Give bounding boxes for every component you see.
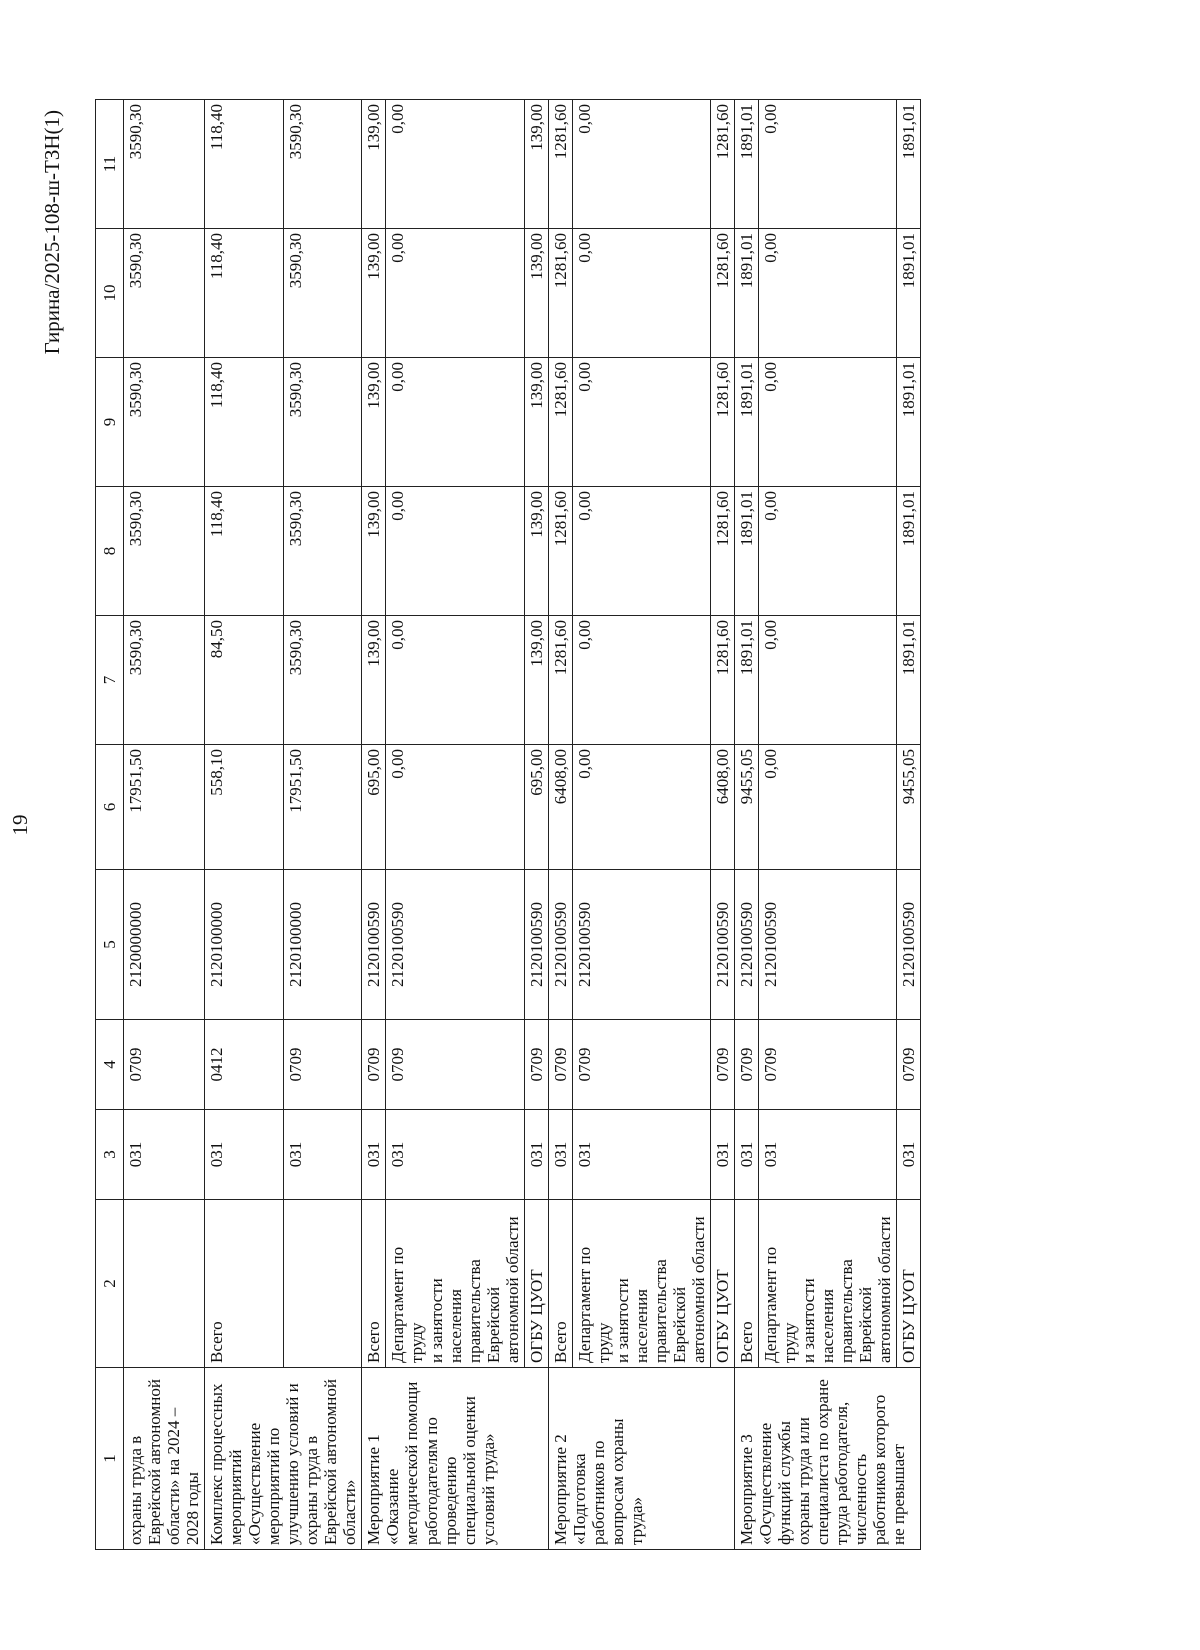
amount-cell: 139,00 <box>524 487 548 616</box>
header-cell: 6 <box>96 745 124 870</box>
section-cell: 0709 <box>897 1020 921 1110</box>
amount-cell: 1891,01 <box>734 100 758 229</box>
header-cell: 4 <box>96 1020 124 1110</box>
header-cell: 11 <box>96 100 124 229</box>
amount-cell: 0,00 <box>759 358 897 487</box>
amount-cell: 1281,60 <box>710 487 734 616</box>
activity-name-cell: Мероприятие 1 «Оказание методической помощи работодателям по проведению специальной оценки условий труда» <box>362 1368 548 1550</box>
header-row <box>96 100 124 1550</box>
amount-cell: 118,40 <box>205 487 284 616</box>
amount-cell: 695,00 <box>524 745 548 870</box>
amount-cell: 9455,05 <box>897 745 921 870</box>
code-cell: 031 <box>124 1110 205 1200</box>
target-article-cell: 2120100590 <box>548 870 572 1020</box>
code-cell: 031 <box>572 1110 710 1200</box>
amount-cell: 0,00 <box>572 358 710 487</box>
code-cell: 031 <box>548 1110 572 1200</box>
target-article-cell: 2120100590 <box>710 870 734 1020</box>
target-article-cell: 2120100590 <box>362 870 386 1020</box>
amount-cell: 1891,01 <box>734 487 758 616</box>
amount-cell: 118,40 <box>205 229 284 358</box>
amount-cell: 1281,60 <box>710 616 734 745</box>
code-cell: 031 <box>386 1110 524 1200</box>
amount-cell: 3590,30 <box>124 358 205 487</box>
table-row <box>124 100 205 1550</box>
amount-cell: 139,00 <box>362 100 386 229</box>
header-cell: 1 <box>96 1368 124 1550</box>
amount-cell: 1891,01 <box>734 358 758 487</box>
section-cell: 0709 <box>386 1020 524 1110</box>
table-row <box>572 100 710 1550</box>
amount-cell: 3590,30 <box>283 100 362 229</box>
amount-cell: 3590,30 <box>124 616 205 745</box>
amount-cell: 695,00 <box>362 745 386 870</box>
table-row <box>734 100 758 1550</box>
table-row <box>759 100 897 1550</box>
target-article-cell: 2120100590 <box>572 870 710 1020</box>
table-row <box>283 100 362 1550</box>
header-cell: 7 <box>96 616 124 745</box>
amount-cell: 0,00 <box>572 487 710 616</box>
table-body <box>124 100 921 1550</box>
organization-cell: Департамент по труду и занятости населения правительства Еврейской автономной области <box>386 1200 524 1368</box>
amount-cell: 0,00 <box>759 745 897 870</box>
code-cell: 031 <box>710 1110 734 1200</box>
table-row <box>897 100 921 1550</box>
amount-cell: 84,50 <box>205 616 284 745</box>
amount-cell: 139,00 <box>524 358 548 487</box>
amount-cell: 17951,50 <box>283 745 362 870</box>
amount-cell: 139,00 <box>362 358 386 487</box>
amount-cell: 0,00 <box>386 100 524 229</box>
amount-cell: 0,00 <box>759 229 897 358</box>
amount-cell: 1281,60 <box>548 487 572 616</box>
section-cell: 0709 <box>710 1020 734 1110</box>
section-cell: 0709 <box>283 1020 362 1110</box>
section-cell: 0709 <box>548 1020 572 1110</box>
amount-cell: 139,00 <box>362 229 386 358</box>
amount-cell: 1281,60 <box>548 229 572 358</box>
amount-cell: 0,00 <box>386 745 524 870</box>
target-article-cell: 2120100590 <box>524 870 548 1020</box>
amount-cell: 0,00 <box>572 229 710 358</box>
header-cell: 9 <box>96 358 124 487</box>
amount-cell: 1891,01 <box>734 616 758 745</box>
budget-table <box>95 99 921 1550</box>
amount-cell: 0,00 <box>572 745 710 870</box>
table-row <box>710 100 734 1550</box>
code-cell: 031 <box>897 1110 921 1200</box>
organization-cell: ОГБУ ЦУОТ <box>897 1200 921 1368</box>
organization-cell: ОГБУ ЦУОТ <box>524 1200 548 1368</box>
section-cell: 0709 <box>734 1020 758 1110</box>
organization-cell: Всего <box>362 1200 386 1368</box>
table-row <box>205 100 284 1550</box>
header-cell: 10 <box>96 229 124 358</box>
amount-cell: 17951,50 <box>124 745 205 870</box>
amount-cell: 1891,01 <box>897 100 921 229</box>
header-cell: 8 <box>96 487 124 616</box>
amount-cell: 0,00 <box>759 100 897 229</box>
amount-cell: 558,10 <box>205 745 284 870</box>
activity-name-cell: Мероприятие 2 «Подготовка работников по вопросам охраны труда» <box>548 1368 734 1550</box>
organization-cell: Департамент по труду и занятости населения правительства Еврейской автономной области <box>759 1200 897 1368</box>
amount-cell: 3590,30 <box>283 616 362 745</box>
code-cell: 031 <box>283 1110 362 1200</box>
organization-cell: Всего <box>734 1200 758 1368</box>
section-cell: 0709 <box>572 1020 710 1110</box>
page-number: 19 <box>8 814 32 836</box>
amount-cell: 0,00 <box>759 487 897 616</box>
amount-cell: 139,00 <box>524 616 548 745</box>
table-row <box>362 100 386 1550</box>
organization-cell: ОГБУ ЦУОТ <box>710 1200 734 1368</box>
amount-cell: 139,00 <box>524 229 548 358</box>
amount-cell: 118,40 <box>205 100 284 229</box>
code-cell: 031 <box>759 1110 897 1200</box>
table-row <box>548 100 572 1550</box>
amount-cell: 1281,60 <box>710 358 734 487</box>
amount-cell: 1891,01 <box>897 616 921 745</box>
organization-cell: Департамент по труду и занятости населения правительства Еврейской автономной области <box>572 1200 710 1368</box>
amount-cell: 3590,30 <box>124 229 205 358</box>
amount-cell: 1891,01 <box>897 487 921 616</box>
section-cell: 0709 <box>524 1020 548 1110</box>
amount-cell: 1281,60 <box>548 100 572 229</box>
amount-cell: 139,00 <box>524 100 548 229</box>
amount-cell: 3590,30 <box>283 358 362 487</box>
amount-cell: 0,00 <box>386 487 524 616</box>
table-row <box>386 100 524 1550</box>
amount-cell: 3590,30 <box>124 487 205 616</box>
organization-cell <box>124 1200 205 1368</box>
amount-cell: 139,00 <box>362 616 386 745</box>
amount-cell: 3590,30 <box>283 487 362 616</box>
header-cell: 3 <box>96 1110 124 1200</box>
activity-name-cell: Комплекс процессных мероприятий «Осуществление мероприятий по улучшению условий и охраны труда в Еврейской автономной области» <box>205 1368 362 1550</box>
code-cell: 031 <box>524 1110 548 1200</box>
section-cell: 0412 <box>205 1020 284 1110</box>
code-cell: 031 <box>205 1110 284 1200</box>
amount-cell: 0,00 <box>386 229 524 358</box>
target-article-cell: 2120100590 <box>386 870 524 1020</box>
activity-name-cell: охраны труда в Еврейской автономной области» на 2024 – 2028 годы <box>124 1368 205 1550</box>
amount-cell: 0,00 <box>759 616 897 745</box>
amount-cell: 1281,60 <box>710 229 734 358</box>
target-article-cell: 2120100590 <box>734 870 758 1020</box>
amount-cell: 1281,60 <box>548 358 572 487</box>
amount-cell: 1891,01 <box>897 229 921 358</box>
amount-cell: 3590,30 <box>283 229 362 358</box>
amount-cell: 118,40 <box>205 358 284 487</box>
amount-cell: 0,00 <box>386 616 524 745</box>
target-article-cell: 2120100000 <box>205 870 284 1020</box>
amount-cell: 1891,01 <box>897 358 921 487</box>
amount-cell: 0,00 <box>572 100 710 229</box>
amount-cell: 3590,30 <box>124 100 205 229</box>
amount-cell: 139,00 <box>362 487 386 616</box>
amount-cell: 6408,00 <box>548 745 572 870</box>
activity-name-cell: Мероприятие 3 «Осуществление функций службы охраны труда или специалиста по охране труда работодателя, численность работников которого не превышает <box>734 1368 920 1550</box>
code-cell: 031 <box>362 1110 386 1200</box>
amount-cell: 1281,60 <box>710 100 734 229</box>
target-article-cell: 2120000000 <box>124 870 205 1020</box>
code-cell: 031 <box>734 1110 758 1200</box>
amount-cell: 0,00 <box>572 616 710 745</box>
section-cell: 0709 <box>362 1020 386 1110</box>
section-cell: 0709 <box>124 1020 205 1110</box>
organization-cell: Всего <box>205 1200 284 1368</box>
amount-cell: 9455,05 <box>734 745 758 870</box>
table-row <box>524 100 548 1550</box>
amount-cell: 0,00 <box>386 358 524 487</box>
header-cell: 2 <box>96 1200 124 1368</box>
document-id: Гирина/2025-108-ш-ТЗН(1) <box>40 110 64 355</box>
amount-cell: 1891,01 <box>734 229 758 358</box>
header-cell: 5 <box>96 870 124 1020</box>
amount-cell: 6408,00 <box>710 745 734 870</box>
target-article-cell: 2120100590 <box>759 870 897 1020</box>
target-article-cell: 2120100000 <box>283 870 362 1020</box>
organization-cell: Всего <box>548 1200 572 1368</box>
amount-cell: 1281,60 <box>548 616 572 745</box>
section-cell: 0709 <box>759 1020 897 1110</box>
target-article-cell: 2120100590 <box>897 870 921 1020</box>
organization-cell <box>283 1200 362 1368</box>
